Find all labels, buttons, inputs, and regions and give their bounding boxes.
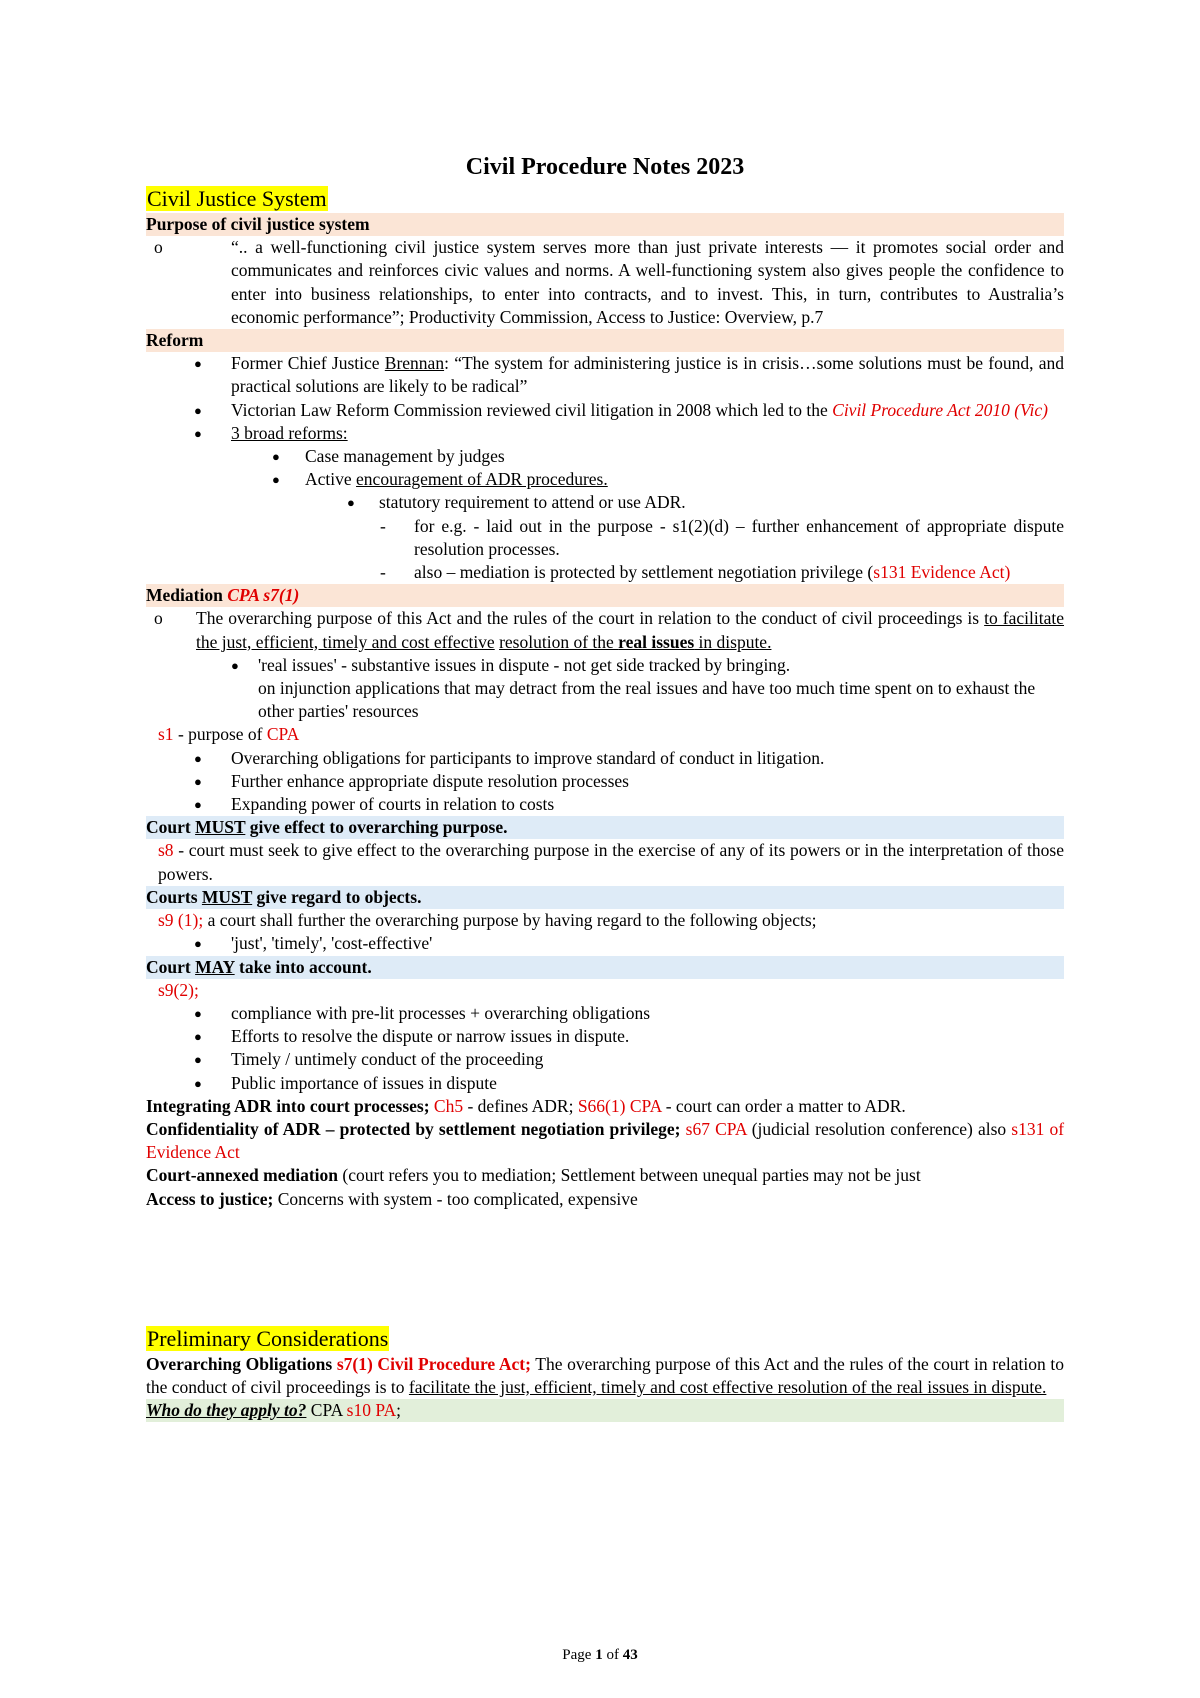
circle-bullet-icon: o [154,237,163,258]
list-item-reform-brennan: ● Former Chief Justice Brennan: “The system for administering justice is in crisis…some solutions must be found, and practical solutions are likely to be radical” [194,353,1064,397]
section-heading-preliminary-considerations: Preliminary Considerations [147,1325,389,1351]
list-item-s9-2-efforts: ● Efforts to resolve the dispute or narrow issues in dispute. [146,1025,1064,1048]
list-item-s9-2-timely: ● Timely / untimely conduct of the proceeding [146,1048,1064,1071]
s8-paragraph: s8 - court must seek to give effect to the overarching purpose in the exercise of any of its powers or in the interpretation of those powers. [158,840,1064,884]
list-item-s1-adr: ● Further enhance appropriate dispute resolution processes [146,770,1064,793]
adr-integration-line: Integrating ADR into court processes; Ch5 - defines ADR; S66(1) CPA - court can order a matter to ADR. [146,1095,906,1116]
bullet-icon: ● [272,472,280,488]
who-apply-line: Who do they apply to? CPA s10 PA; [146,1399,1064,1422]
court-annexed-mediation-line: Court-annexed mediation (court refers you to mediation; Settlement between unequal parties may not be just [146,1165,921,1186]
subheading-mediation: Mediation CPA s7(1) [146,584,1064,607]
bullet-icon: ● [194,356,202,372]
list-item-s9-2-compliance: ● compliance with pre-lit processes + overarching obligations [146,1002,1064,1025]
subheading-must-give-regard: Courts MUST give regard to objects. [146,886,1064,909]
overarching-obligations-paragraph: Overarching Obligations s7(1) Civil Procedure Act; The overarching purpose of this Act and the rules of the court in relation to the conduct of civil proceedings is to facilitate the just, efficient, timely and cost effective resolution of the real issues in dispute. [146,1353,1064,1397]
list-item-reform-vlrc: ● Victorian Law Reform Commission reviewed civil litigation in 2008 which led to the Civil Procedure Act 2010 (Vic) [146,399,1064,422]
page-content [146,150,1064,1422]
bullet-icon: ● [194,1052,202,1068]
dash-bullet-icon: - [380,562,386,583]
dash-bullet-icon: - [380,515,386,536]
section-heading-civil-justice-system: Civil Justice System [147,186,327,211]
bullet-icon: ● [194,1005,202,1021]
list-item-s9-objects: ● 'just', 'timely', 'cost-effective' [146,932,1064,955]
subheading-must-give-effect: Court MUST give effect to overarching purpose. [146,816,1064,839]
list-item-purpose-example: - for e.g. - laid out in the purpose - s1(2)(d) – further enhancement of appropriate dispute resolution processes. [380,515,1064,559]
list-item-s9-2-public: ● Public importance of issues in dispute [146,1072,1064,1095]
subheading-reform: Reform [146,329,1064,352]
list-item-overarching-purpose: o The overarching purpose of this Act and the rules of the court in relation to the conduct of civil proceedings is to facilitate the just, efficient, timely and cost effective resolution of the real issues in dispute. [154,608,1065,652]
adr-confidentiality-line: Confidentiality of ADR – protected by settlement negotiation privilege; s67 CPA (judicial resolution conference) also s131 of Evidence Act [146,1118,1065,1163]
access-to-justice-line: Access to justice; Concerns with system - too complicated, expensive [146,1188,638,1209]
list-item-mediation-privilege: - also – mediation is protected by settlement negotiation privilege (s131 Evidence Act) [146,561,1064,584]
list-item-s1-costs: ● Expanding power of courts in relation to costs [146,793,1064,816]
bullet-icon: ● [347,495,355,511]
list-item-reform-broad: ● 3 broad reforms: [146,422,1064,445]
list-item-adr-encouragement: ● Active encouragement of ADR procedures. [146,468,1064,491]
bullet-icon: ● [194,797,202,813]
bullet-icon: ● [194,1075,202,1091]
bullet-icon: ● [272,449,280,465]
s1-purpose-line: s1 - purpose of CPA [158,724,300,745]
bullet-icon: ● [194,402,202,418]
bullet-icon: ● [194,773,202,789]
list-item-s1-obligations: ● Overarching obligations for participants to improve standard of conduct in litigation. [146,747,1064,770]
s9-paragraph: s9 (1); a court shall further the overarching purpose by having regard to the following objects; [158,910,817,931]
bullet-icon: ● [194,1029,202,1045]
list-item-case-management: ● Case management by judges [146,445,1064,468]
bullet-icon: ● [231,657,239,673]
document-title: Civil Procedure Notes 2023 [465,154,745,180]
bullet-icon: ● [194,425,202,441]
bullet-icon: ● [194,750,202,766]
s9-2-ref: s9(2); [158,979,199,1000]
list-item-purpose-quote: o “.. a well-functioning civil justice system serves more than just private interests — it promotes social order and communicates and reinforces civic values and norms. A well-functioning system also gives people the confidence to enter into business relationships, to enter into contracts, and to invest. This, in turn, contributes to Australia’s economic performance”; Productivity Commission, Access to Justice: Overview, p.7 [154,237,1064,327]
page-footer: Page 1 of 43 [562,1647,638,1663]
bullet-icon: ● [194,936,202,952]
subheading-may-take-into-account: Court MAY take into account. [146,956,1064,979]
circle-bullet-icon: o [154,608,163,629]
list-item-real-issues: ● 'real issues' - substantive issues in dispute - not get side tracked by bringing. on injunction applications that may detract from the real issues and have too much time spent on to exhaust the other parties' resources [231,654,1036,722]
list-item-statutory-requirement: ● statutory requirement to attend or use ADR. [146,491,1064,514]
subheading-purpose: Purpose of civil justice system [146,213,1064,236]
